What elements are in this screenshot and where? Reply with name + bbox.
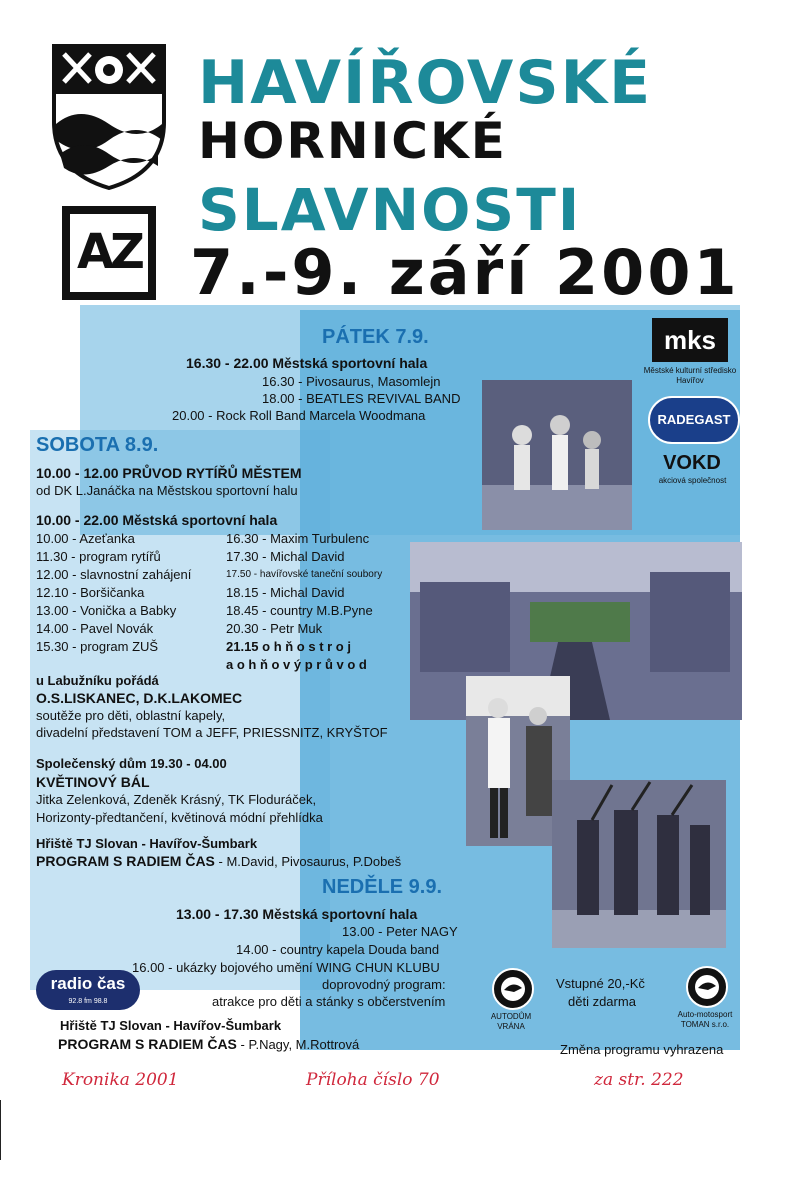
autodum-caption-1: AUTODŮM	[490, 1012, 532, 1021]
saturday-right-5: 18.45 - country M.B.Pyne	[226, 603, 373, 618]
handwritten-priloha: Příloha číslo 70	[306, 1070, 440, 1090]
title-line-2: HORNICKÉ	[198, 112, 507, 170]
vokd-logo: VOKD	[663, 452, 721, 474]
photo-drummers-icon	[482, 380, 632, 530]
city-coat-of-arms	[50, 42, 168, 190]
saturday-left-7: 15.30 - program ZUŠ	[36, 639, 159, 654]
saturday-radio-performers: - M.David, Pivosaurus, P.Dobeš	[214, 854, 402, 869]
saturday-left-6: 14.00 - Pavel Novák	[36, 621, 154, 636]
program-change-note: Změna programu vyhrazena	[560, 1042, 724, 1057]
labuznik-line-3: soutěže pro děti, oblastní kapely,	[36, 708, 226, 723]
handwritten-kronika: Kronika 2001	[62, 1070, 179, 1090]
vokd-caption: akciová společnost	[658, 476, 727, 485]
mks-caption-city: Havířov	[676, 376, 704, 385]
saturday-right-3: 17.50 - havířovské taneční soubory	[226, 569, 383, 580]
photo-street-icon	[410, 542, 742, 720]
friday-heading: PÁTEK 7.9.	[322, 326, 429, 348]
az-logo-text: AZ	[77, 224, 141, 280]
saturday-right-1: 16.30 - Maxim Turbulenc	[226, 531, 370, 546]
saturday-left-4: 12.10 - Boršičanka	[36, 585, 145, 600]
saturday-right-4: 18.15 - Michal David	[226, 585, 345, 600]
photo-street	[410, 542, 742, 720]
labuznik-line-4: divadelní představení TOM a JEFF, PRIESSNITZ, KRYŠTOF	[36, 725, 388, 740]
ball-line-3: Jitka Zelenková, Zdeněk Krásný, TK Floduráček,	[36, 792, 317, 807]
title-line-1: HAVÍŘOVSKÉ	[198, 48, 653, 118]
az-logo	[62, 206, 156, 300]
autodum-caption-2: VRÁNA	[497, 1022, 525, 1031]
sunday-heading: NEDĚLE 9.9.	[322, 876, 443, 898]
saturday-left-3: 12.00 - slavnostní zahájení	[36, 567, 192, 582]
saturday-playground-2-row	[36, 853, 401, 870]
saturday-parade-sub: od DK L.Janáčka na Městskou sportovní halu	[36, 483, 298, 498]
coat-of-arms-icon	[50, 42, 168, 190]
saturday-right-2: 17.30 - Michal David	[226, 549, 345, 564]
saturday-radio-program: PROGRAM S RADIEM ČAS	[36, 853, 215, 869]
saturday-parade: 10.00 - 12.00 PRŮVOD RYTÍŘŮ MĚSTEM	[36, 465, 302, 481]
saturday-heading: SOBOTA 8.9.	[36, 434, 159, 456]
ball-line-4: Horizonty-předtančení, květinová módní přehlídka	[36, 810, 323, 825]
radio-cas-logo-text: radio čas	[50, 974, 126, 993]
saturday-venue: 10.00 - 22.00 Městská sportovní hala	[36, 512, 278, 528]
photo-knights	[552, 780, 726, 948]
entry-fee: Vstupné 20,-Kč	[556, 976, 645, 991]
mks-caption: Městské kulturní středisko	[643, 366, 737, 375]
sunday-item-4: doprovodný program:	[322, 977, 446, 992]
sunday-radio-performers: - P.Nagy, M.Rottrová	[236, 1037, 360, 1052]
festival-dates: 7.-9. září 2001	[190, 236, 740, 309]
saturday-right-6: 20.30 - Petr Muk	[226, 621, 323, 636]
friday-item-1: 16.30 - Pivosaurus, Masomlejn	[262, 374, 441, 389]
skoda-logo-right	[686, 966, 728, 1008]
title-line-3: SLAVNOSTI	[198, 176, 582, 244]
sunday-item-2: 14.00 - country kapela Douda band	[236, 942, 440, 957]
saturday-left-5: 13.00 - Vonička a Babky	[36, 603, 177, 618]
saturday-playground-1: Hřiště TJ Slovan - Havířov-Šumbark	[36, 836, 258, 851]
friday-item-2: 18.00 - BEATLES REVIVAL BAND	[262, 391, 461, 406]
toman-caption-1: Auto-motosport	[677, 1010, 733, 1019]
friday-item-3: 20.00 - Rock Roll Band Marcela Woodmana	[172, 408, 426, 423]
toman-caption-2: TOMAN s.r.o.	[680, 1020, 730, 1029]
radio-cas-frequency: 92.8 fm 98.8	[68, 998, 108, 1005]
ball-line-1: Společenský dům 19.30 - 04.00	[36, 756, 227, 771]
saturday-left-2: 11.30 - program rytířů	[36, 549, 161, 564]
skoda-wing-icon-right	[688, 968, 726, 1006]
radegast-logo	[648, 396, 740, 444]
radio-cas-logo	[36, 970, 140, 1010]
friday-venue: 16.30 - 22.00 Městská sportovní hala	[186, 355, 428, 371]
ball-line-2: KVĚTINOVÝ BÁL	[36, 774, 150, 790]
sunday-item-1: 13.00 - Peter NAGY	[342, 924, 458, 939]
sunday-item-3: 16.00 - ukázky bojového umění WING CHUN KLUBU	[132, 960, 440, 975]
skoda-logo-left	[492, 968, 534, 1010]
labuznik-line-1: u Labužníku pořádá	[36, 673, 159, 688]
sunday-playground-2-row	[58, 1036, 359, 1053]
sunday-venue: 13.00 - 17.30 Městská sportovní hala	[176, 906, 418, 922]
labuznik-line-2: O.S.LISKANEC, D.K.LAKOMEC	[36, 690, 243, 706]
handwritten-page: za str. 222	[594, 1070, 684, 1090]
skoda-wing-icon	[494, 970, 532, 1008]
photo-knights-icon	[552, 780, 726, 948]
entry-children: děti zdarma	[568, 994, 636, 1009]
sunday-item-5: atrakce pro děti a stánky s občerstvením	[212, 994, 446, 1009]
radegast-logo-text: RADEGAST	[657, 412, 731, 427]
sunday-playground-1: Hřiště TJ Slovan - Havířov-Šumbark	[60, 1018, 282, 1033]
saturday-right-8: a o h ň o v ý p r ů v o d	[226, 657, 367, 672]
photo-drummers	[482, 380, 632, 530]
sunday-radio-program: PROGRAM S RADIEM ČAS	[58, 1036, 237, 1052]
mks-logo: mks	[652, 318, 728, 362]
scan-border	[0, 1100, 1, 1160]
saturday-left-1: 10.00 - Azeťanka	[36, 531, 135, 546]
saturday-right-7: 21.15 o h ň o s t r o j	[226, 639, 351, 654]
